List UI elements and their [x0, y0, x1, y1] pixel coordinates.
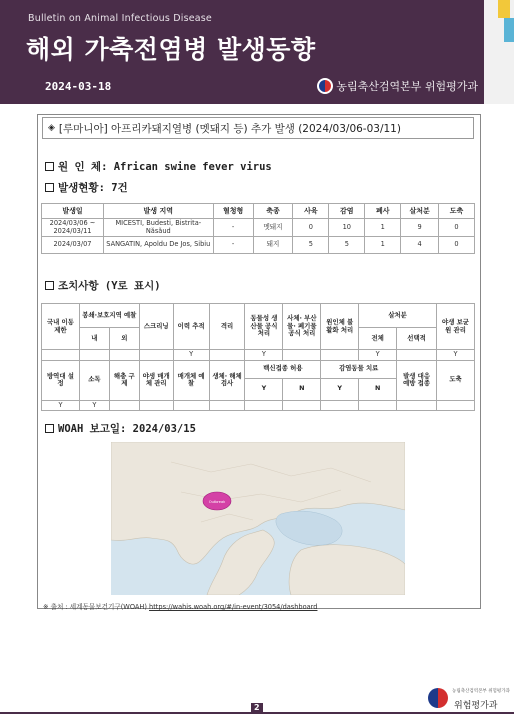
hdr-disinfect-zone: 방역대 설정: [42, 360, 80, 400]
hdr-cull-selective: 선택적: [397, 328, 437, 350]
value-cell: [173, 400, 209, 411]
value-cell: [42, 350, 80, 361]
hdr-treatment-y: Y: [321, 378, 359, 400]
corner-stripe: [498, 0, 510, 18]
source-note: [43, 601, 317, 611]
hdr-carcass: 사체· 부산물· 폐기물 공식 처리: [283, 304, 321, 350]
checkbox-icon: [45, 183, 54, 192]
value-cell: [79, 350, 109, 361]
headline-text: [루마니아] 아프리카돼지열병 (멧돼지 등) 추가 발생 (2024/03/06-03/11): [58, 122, 401, 135]
col-header: 살처분: [401, 204, 439, 219]
col-header: 폐사: [365, 204, 401, 219]
cell-date: 2024/03/07: [42, 237, 104, 254]
value-cell: [139, 400, 173, 411]
cell-slaughtered: 0: [439, 237, 475, 254]
corner-stripe-blue: [504, 18, 514, 42]
hdr-pathogen-inactivation: 원인체 불활화 처리: [321, 304, 359, 350]
hdr-tracing: 이력 추적: [173, 304, 209, 350]
footer-brand: 위험평가과: [454, 701, 498, 711]
measures-header-row: [42, 360, 475, 378]
page-title: 해외 가축전염병 발생동향: [26, 35, 316, 64]
value-cell: [283, 350, 321, 361]
cell-infected: 10: [329, 219, 365, 237]
hdr-domestic: 국내 이동 제한: [42, 304, 80, 350]
col-header: 도축: [439, 204, 475, 219]
col-header: 혈청형: [213, 204, 253, 219]
cell-dead: 1: [365, 219, 401, 237]
col-header: 축종: [253, 204, 293, 219]
hdr-vaccination: 백신접종 허용: [245, 360, 321, 378]
org-name: 농림축산검역본부 위험평가과: [336, 80, 478, 93]
cell-raised: 5: [293, 237, 329, 254]
table-row: [42, 237, 475, 254]
header-banner: [0, 0, 484, 104]
agency-logo-icon: [317, 78, 333, 94]
measures-heading: [45, 278, 161, 293]
cell-date: 2024/03/06 ~ 2024/03/11: [42, 219, 104, 237]
hdr-quarantine: 격리: [209, 304, 245, 350]
value-cell: [359, 400, 397, 411]
value-cell: [139, 350, 173, 361]
occurrence-text: 발생현황: 7건: [58, 182, 128, 194]
footer-divider: [0, 712, 514, 714]
value-cell: [109, 350, 139, 361]
cell-slaughtered: 0: [439, 219, 475, 237]
cell-infected: 5: [329, 237, 365, 254]
value-cell: Y: [79, 400, 109, 411]
hdr-vector-control: 해충 구제: [109, 360, 139, 400]
hdr-zone: 봉쇄·보호지역 예찰: [79, 304, 139, 328]
outbreak-marker-label: Outbreak: [208, 500, 226, 504]
value-cell: Y: [42, 400, 80, 411]
checkbox-icon: [45, 281, 54, 290]
source-prefix: ※ 출처 : 세계동물보건기구(WOAH): [43, 603, 150, 611]
col-header: 발생 지역: [103, 204, 213, 219]
hdr-prevention: 발생 대응 예방 접종: [397, 360, 437, 400]
cell-culled: 9: [401, 219, 439, 237]
measures-value-row: [42, 400, 475, 411]
value-cell: [437, 400, 475, 411]
measures-title: 조치사항 (Y로 표시): [58, 280, 161, 292]
pathogen-line: [45, 159, 272, 174]
hdr-zone-out: 외: [109, 328, 139, 350]
value-cell: Y: [437, 350, 475, 361]
col-header: 사육: [293, 204, 329, 219]
hdr-cull-all: 전체: [359, 328, 397, 350]
cell-serotype: -: [213, 237, 253, 254]
cell-species: 돼지: [253, 237, 293, 254]
page-number: 2: [251, 703, 263, 712]
woah-report-date: WOAH 보고일: 2024/03/15: [58, 423, 196, 435]
map-graphic: [111, 442, 405, 595]
hdr-treatment-n: N: [359, 378, 397, 400]
hdr-vaccine-y: Y: [245, 378, 283, 400]
checkbox-icon: [45, 424, 54, 433]
value-cell: [209, 350, 245, 361]
value-cell: [109, 400, 139, 411]
checkbox-icon: [45, 162, 54, 171]
outbreak-map[interactable]: [111, 442, 405, 595]
measures-header-row: [42, 304, 475, 328]
cell-region: SANGATIN, Apoldu De Jos, Sibiu: [103, 237, 213, 254]
value-cell: [397, 350, 437, 361]
value-cell: Y: [359, 350, 397, 361]
corner-decoration: [484, 0, 514, 104]
value-cell: [209, 400, 245, 411]
cell-culled: 4: [401, 237, 439, 254]
source-link[interactable]: https://wahis.woah.org/#/in-event/3054/dashboard: [149, 603, 318, 611]
hdr-disinfection: 소독: [79, 360, 109, 400]
hdr-slaughter: 도축: [437, 360, 475, 400]
hdr-animal-products: 동물성 생산물 공식 처리: [245, 304, 283, 350]
footer-org-small: 농림축산검역본부 위험평가과: [452, 689, 510, 694]
measures-table: [41, 303, 475, 411]
col-header: 감염: [329, 204, 365, 219]
value-cell: Y: [173, 350, 209, 361]
cell-region: MICESTI, Budesti, Bistrita-Năsăud: [103, 219, 213, 237]
hdr-vaccine-n: N: [283, 378, 321, 400]
pathogen-text: 원 인 체: African swine fever virus: [58, 161, 272, 173]
hdr-vector-surveillance: 매개체 예찰: [173, 360, 209, 400]
hdr-wild-reservoir: 야생 보균원 관리: [437, 304, 475, 350]
value-cell: [245, 400, 283, 411]
table-header-row: [42, 204, 475, 219]
value-cell: [283, 400, 321, 411]
measures-value-row: [42, 350, 475, 361]
hdr-inspection: 생체· 해체 검사: [209, 360, 245, 400]
table-row: [42, 219, 475, 237]
hdr-culling: 살처분: [359, 304, 437, 328]
hdr-screening: 스크리닝: [139, 304, 173, 350]
value-cell: [321, 350, 359, 361]
col-header: 발생일: [42, 204, 104, 219]
occurrence-line: [45, 180, 128, 195]
footer-logo-icon: [428, 688, 448, 708]
woah-report-line: [45, 421, 196, 436]
cell-raised: 0: [293, 219, 329, 237]
report-headline: [42, 117, 474, 139]
value-cell: Y: [245, 350, 283, 361]
bulletin-subtitle: Bulletin on Animal Infectious Disease: [28, 13, 212, 24]
issue-date: 2024-03-18: [45, 80, 112, 93]
org-label: [317, 78, 478, 94]
hdr-zone-in: 내: [79, 328, 109, 350]
hdr-wild-vector-mgmt: 야생 매개체 관리: [139, 360, 173, 400]
value-cell: [321, 400, 359, 411]
cell-species: 멧돼지: [253, 219, 293, 237]
value-cell: [397, 400, 437, 411]
cell-serotype: -: [213, 219, 253, 237]
hdr-treatment: 감염동물 치료: [321, 360, 397, 378]
diamond-icon: ◈: [48, 123, 55, 133]
cell-dead: 1: [365, 237, 401, 254]
outbreak-table: [41, 203, 475, 254]
